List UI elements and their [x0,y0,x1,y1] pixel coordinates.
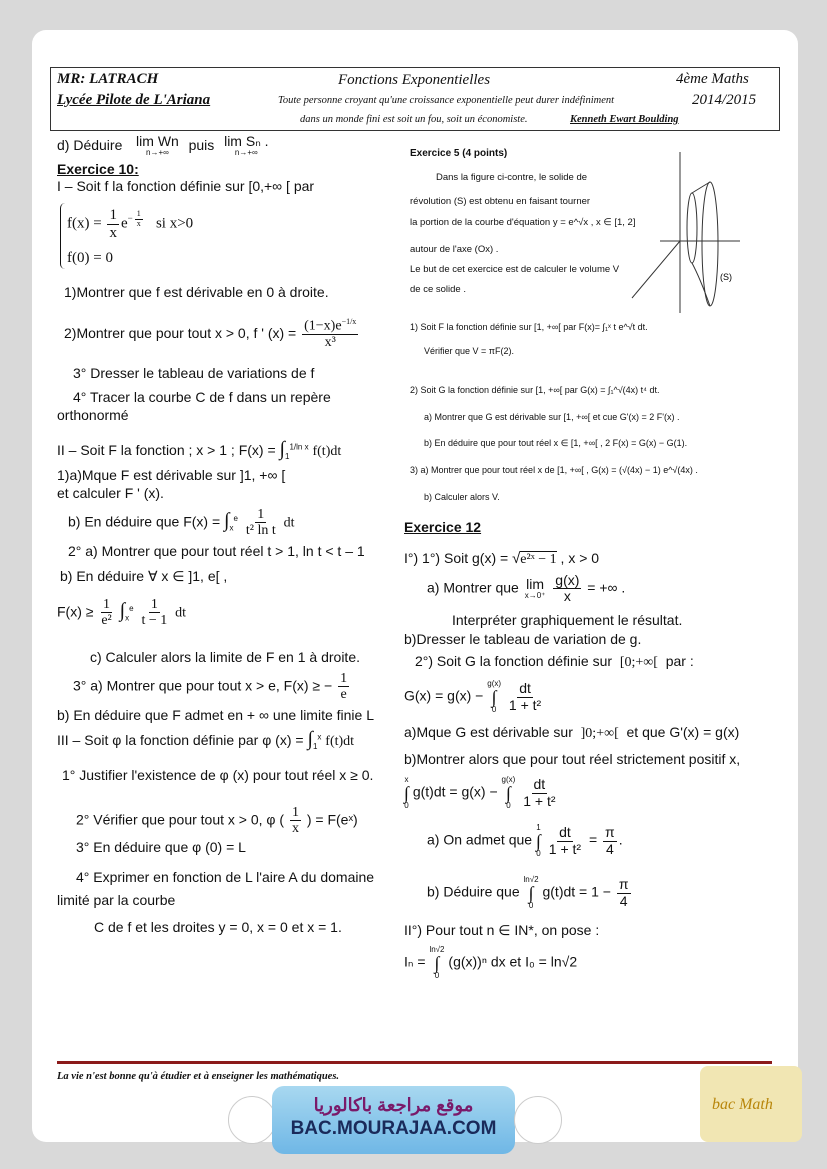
f-definition: f(x) = $\frac{1}{x}$ $e^{- \frac{1}{x}}$ si x>0 [67,207,194,241]
ex10-intro: I – Soit f la fonction définie sur [0,+∞ [ par [57,178,315,194]
iii4-text-a: 4° Exprimer en fonction de L l'aire A du domaine [76,869,375,885]
q1a-text: 1)a)Mque F est dérivable sur ]1, +∞ [ [57,467,286,483]
q2-text: 2)Montrer que pour tout x > 0, f ' (x) = $\frac{(1-x)e^{-1/x}}{\text{x³}}$ [64,317,357,351]
badge-url[interactable]: BAC.MOURAJAA.COM [290,1118,497,1139]
embedded-exercise-image [406,140,744,502]
doc-title: Fonctions Exponentielles [338,72,491,88]
bacmath-text: bac Math [712,1096,773,1113]
left-logo [228,1096,276,1144]
badge-arabic: موقع مراجعة باكالوريا [313,1095,474,1115]
ex12-In-def: Iₙ = ln√2 ∫ 0 (g(x))ⁿ dx et I₀ = ln√2 [404,945,578,980]
part-III-def: III – Soit φ la fonction définie par φ $(x) = \int_1^x$ f(t)dt [57,728,355,751]
fig-q1: 1) Soit F la fonction définie sur [1, +∞[ par F(x)= ∫₁ˣ t e^√t dt. [410,322,648,332]
fig-q2b: b) En déduire que pour tout réel x ∈ [1, +∞[ , 2 F(x) = G(x) − G(1). [424,438,688,448]
ex12-a-mq: a)Mque G est dérivable sur ]0;+∞[ et que G'(x) = g(x) [404,724,740,741]
quote-line1: Toute personne croyant qu'une croissance exponentielle peut durer indéfiniment [278,95,615,106]
fig-title: Exercice 5 (4 points) [410,148,508,159]
solid-of-revolution-figure [630,148,744,318]
author: MR: LATRACH [57,71,159,87]
deduce-limits-line: d) Déduire lim Wn n→+∞ puis lim Sₙ . n→+∞ [57,133,269,158]
iii4-text-c: C de f et les droites y = 0, x = 0 et x = 1. [94,919,342,935]
quote-line2: dans un monde fini est soit un fou, soit un économiste. [300,114,528,125]
q3-text: 3° Dresser le tableau de variations de f [73,365,315,381]
fig-q2: 2) Soit G la fonction définie sur [1, +∞[ par G(x) = ∫₁^√(4x) t⁴ dt. [410,385,660,395]
ex12-a-adm: a) On admet que 1 ∫ 0 $\frac{dt}{\text{1 + t²}}$ = $\frac{\pi}{4}$ . [427,823,623,858]
footer-rule [57,1061,772,1064]
level: 4ème Maths [676,71,749,87]
ex12-ib: b)Dresser le tableau de variation de g. [404,631,642,647]
solid-label: (S) [720,272,732,282]
fig-line2: révolution (S) est obtenu en faisant tourner [410,196,591,207]
ex12-b-ded: b) Déduire que ln√2 ∫ 0 g(t)dt = 1 − $\frac{\pi}{4}$ [427,875,629,910]
ex12-ii: II°) Pour tout n ∈ IN*, on pose : [404,922,600,938]
fig-line3: la portion de la courbe d'équation y = e^√x , x ∈ [1, 2] [410,217,636,228]
system-brace [60,203,65,269]
ex12-ia2: Interpréter graphiquement le résultat. [452,612,683,628]
q2b-text: b) En déduire ∀ x ∈ ]1, e[ , [60,568,228,584]
Fx-inequality: F(x) ≥ $\frac{1}{\text{e²}}$ $\int_x^e$ $\frac{1}{t - 1}$ dt [57,597,187,629]
q3b-text: b) En déduire que F admet en + ∞ une limite finie L [57,707,374,723]
q4-text-a: 4° Tracer la courbe C de f dans un repère [73,389,331,405]
q1a-text2: et calculer F ' (x). [57,485,164,501]
ex12-b-mq: b)Montrer alors que pour tout réel strictement positif x, [404,751,741,767]
right-logo [514,1096,562,1144]
iii2-text: 2° Vérifier que pour tout x > 0, φ ( $\frac{1}{x}$ ) = F(eˣ) [76,805,358,837]
fig-q2a: a) Montrer que G est dérivable sur [1, +∞[ et cue G'(x) = 2 F'(x) . [424,412,680,422]
q1-text: 1)Montrer que f est dérivable en 0 à droite. [64,284,329,300]
exercise-10-title: Exercice 10: [57,161,139,177]
q3a-text: 3° a) Montrer que pour tout x > e, F(x) ≥ − $\frac{1}{e}$ [73,671,348,703]
q2a-text: 2° a) Montrer que pour tout réel t > 1, ln t < t – 1 [68,543,365,559]
q4-text-b: orthonormé [57,407,129,423]
iii4-text-b: limité par la courbe [57,892,176,908]
site-badge[interactable] [272,1086,515,1154]
fig-line5: Le but de cet exercice est de calculer le volume V [410,264,620,275]
school: Lycée Pilote de L'Ariana [57,92,211,108]
fig-q3b: b) Calculer alors V. [424,492,500,502]
fig-line4: autour de l'axe (Ox) . [410,244,499,255]
qb-text: b) En déduire que $F(x) = \int_x^e$ $\frac{1}{\text{t² ln t}}$ dt [68,507,295,539]
ex12-G-def: G(x) = g(x) − g(x) ∫ 0 $\frac{dt}{\text{1 + t²}}$ [404,679,542,714]
iii3-text: 3° En déduire que φ (0) = L [76,839,246,855]
fig-q3a: 3) a) Montrer que pour tout réel x de [1, +∞[ , G(x) = (√(4x) − 1) e^√(4x) . [410,465,698,475]
exercise-12-title: Exercice 12 [404,519,482,535]
ex12-ia: a) Montrer que lim x→0⁺ $\frac{g(x)}{x}$ = +∞ . [427,572,626,605]
year: 2014/2015 [692,92,757,108]
fig-line1: Dans la figure ci-contre, le solide de [436,172,588,183]
f0-definition: f(0) = 0 [67,250,113,266]
quote-author: Kenneth Ewart Boulding [570,114,679,125]
ex12-i2: 2°) Soit G la fonction définie sur [0;+∞[ par : [415,653,694,670]
iii1-text: 1° Justifier l'existence de φ (x) pour tout réel x ≥ 0. [62,767,374,783]
ex12-g-def: I°) 1°) Soit g(x) = √e²ˣ − 1 , x > 0 [404,550,600,567]
ex12-b-eq: x ∫ 0 g(t)dt = g(x) − g(x) ∫ 0 $\frac{dt}{\text{1 + t²}}$ [404,775,556,810]
fig-line6: de ce solide . [410,284,466,295]
q2c-text: c) Calculer alors la limite de F en 1 à droite. [90,649,360,665]
footer-motto: La vie n'est bonne qu'à étudier et à enseigner les mathématiques. [57,1071,340,1082]
fig-q1b: Vérifier que V = πF(2). [424,346,514,356]
part-II-def: II – Soit F la fonction ; x > 1 ; $F(x) = \int_1^{1/ln x}$ f(t)dt [57,438,342,461]
bacmath-logo [700,1066,802,1142]
